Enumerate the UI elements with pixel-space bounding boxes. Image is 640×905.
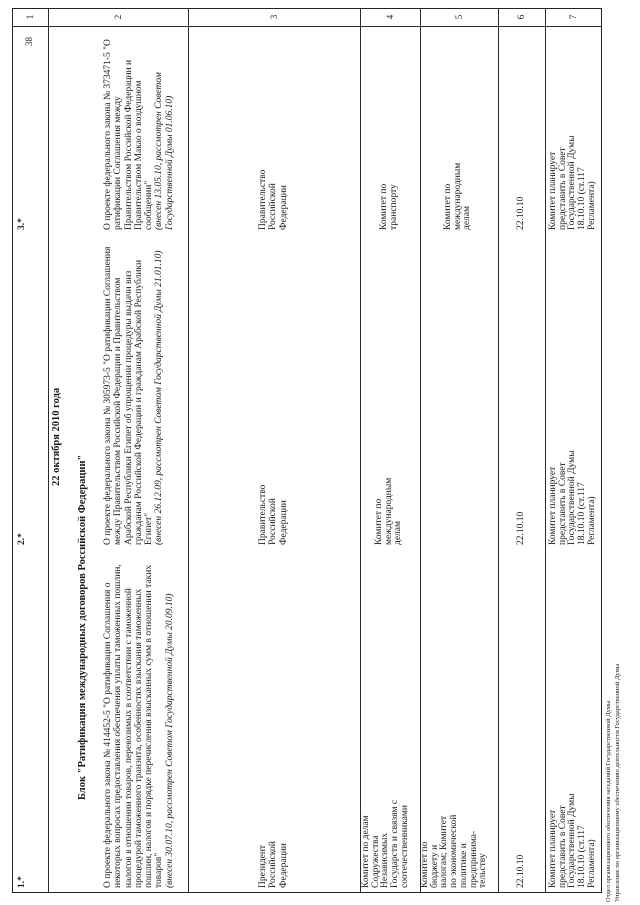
row-number: 1.* (17, 876, 27, 888)
column-header-3: 3 (269, 14, 279, 20)
column-header-4: 4 (385, 14, 395, 20)
column-header-6: 6 (516, 14, 526, 20)
co-committee-cell: Комитет по бюджету и налогам; Комитет по экономической политике и предпринима-тельству (420, 814, 489, 888)
responsible-committee-cell: Комитет по делам Содружества Независимых Государств и связям с соотечественниками (361, 799, 410, 888)
column-header-2: 2 (113, 14, 123, 20)
responsible-committee-cell: Комитет по транспорту (379, 183, 399, 230)
bill-title: О проекте федерального закона № 414452-5 "О ратификации Соглашения о некоторых вопросах предоставления обеспечения уплаты таможенных пошлин, налогов в отношении товаров, перевозимых в соответствии с таможенной процедурой таможенного транзита, особенностях взыскания таможенных пошлин, налогов и порядке перечисления взысканных сумм в отношении таких товаров" (103, 564, 165, 888)
bill-title: О проекте федерального закона № 305973-5 "О ратификации Соглашения между Правительством Российской Федерации и Правительством Арабской Республики Египет об упрощении процедуры выдачи виз гражданам Российской Федерации и гражданам Арабской Республики Египет" (103, 246, 155, 545)
header-row-bottom-line (12, 26, 602, 27)
bill-title: О проекте федерального закона № 373471-5 "О ратификации Соглашения между Правительством Российской Федерации и Правительством Макао о воздушном сообщении" (103, 39, 155, 230)
plan-note-cell: Комитет планирует представить в Совет Государственной Думы 18.10.10 (ст.117 Регламента) (548, 793, 597, 888)
row-number: 2.* (17, 533, 27, 545)
column-header-7: 7 (568, 14, 578, 20)
date-cell: 22.10.10 (516, 196, 526, 230)
bill-submitted-note: (внесен 26.12.09, рассмотрен Советом Государственной Думы 21.01.10) (154, 250, 165, 545)
date-cell: 22.10.10 (516, 854, 526, 888)
bill-submitted-note: (внесен 13.05.10, рассмотрен Советом Государственной Думы 01.06.10) (154, 72, 175, 230)
footer-dept: Отдел организационного обеспечения заседаний Государственной Думы (605, 700, 612, 902)
initiator-cell: Правительство Российской Федерации (258, 169, 289, 230)
plan-note-cell: Комитет планирует представить в Совет Государственной Думы 18.10.10 (ст.117 Регламента) (548, 135, 597, 230)
page-number: 38 (24, 37, 34, 46)
co-committee-cell: Комитет по международным делам (443, 162, 473, 230)
column-line-5 (498, 8, 499, 893)
date-cell: 22.10.10 (516, 511, 526, 545)
footer-office: Управление по организационному обеспечению деятельности Государственной Думы (614, 663, 621, 902)
block-title: Блок "Ратификация международных договоров Российской Федерации" (77, 454, 88, 800)
column-line-4 (420, 8, 421, 893)
initiator-cell: Правительство Российской Федерации (258, 484, 289, 545)
bill-submitted-note: (внесен 30.07.10, рассмотрен Советом Государственной Думы 20.09.10) (164, 593, 175, 888)
column-header-5: 5 (454, 14, 464, 20)
column-line-6 (545, 8, 546, 893)
responsible-committee-cell: Комитет по международным делам (374, 477, 404, 545)
column-line-2 (188, 8, 189, 893)
row-number: 3.* (17, 218, 27, 230)
column-header-1: 1 (25, 14, 35, 20)
bill-title-cell (103, 245, 165, 545)
plan-note-cell: Комитет планирует представить в Совет Государственной Думы 18.10.10 (ст.117 Регламента) (548, 450, 597, 545)
table-outer-border (12, 8, 602, 893)
bill-title-cell (103, 32, 175, 230)
date-title: 22 октября 2010 года (51, 387, 62, 486)
column-line-1 (48, 8, 49, 893)
initiator-cell: Президент Российской Федерации (258, 841, 289, 888)
column-line-3 (360, 8, 361, 893)
bill-title-cell (103, 556, 175, 888)
